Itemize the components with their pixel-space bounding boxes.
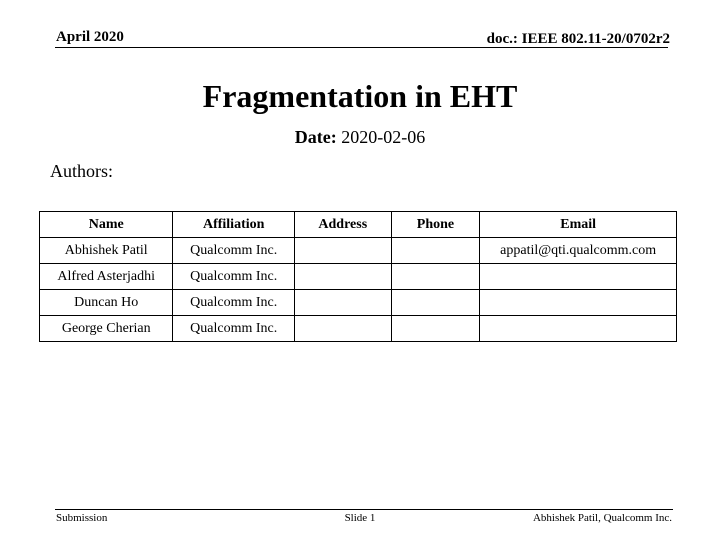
authors-label: Authors:: [50, 161, 113, 181]
table-row: [40, 316, 677, 342]
cell-name: Alfred Asterjadhi: [40, 264, 173, 290]
cell-name: Duncan Ho: [40, 290, 173, 316]
column-header-address: Address: [294, 212, 391, 238]
cell-phone: [391, 264, 480, 290]
cell-email: [480, 316, 677, 342]
cell-phone: [391, 316, 480, 342]
cell-affiliation: Qualcomm Inc.: [173, 264, 295, 290]
column-header-name: Name: [40, 212, 173, 238]
cell-affiliation: Qualcomm Inc.: [173, 238, 295, 264]
cell-phone: [391, 238, 480, 264]
cell-email: [480, 290, 677, 316]
table-row: [40, 238, 677, 264]
date-value: 2020-02-06: [341, 127, 426, 147]
column-header-email: Email: [480, 212, 677, 238]
slide-title: Fragmentation in EHT: [202, 78, 518, 114]
header-rule: [55, 47, 668, 48]
cell-address: [294, 264, 391, 290]
footer-rule: [55, 509, 673, 510]
cell-address: [294, 316, 391, 342]
column-header-phone: Phone: [391, 212, 480, 238]
cell-affiliation: Qualcomm Inc.: [173, 316, 295, 342]
cell-email: [480, 264, 677, 290]
cell-address: [294, 238, 391, 264]
cell-name: George Cherian: [40, 316, 173, 342]
footer-slide-number: Slide 1: [344, 512, 376, 524]
footer-author: Abhishek Patil, Qualcomm Inc.: [532, 512, 672, 524]
authors-table: [39, 211, 677, 342]
header-date: April 2020: [56, 29, 124, 45]
column-header-affiliation: Affiliation: [173, 212, 295, 238]
table-row: [40, 264, 677, 290]
cell-name: Abhishek Patil: [40, 238, 173, 264]
table-header-row: [40, 212, 677, 238]
footer-submission: Submission: [56, 512, 108, 524]
cell-email: appatil@qti.qualcomm.com: [480, 238, 677, 264]
cell-affiliation: Qualcomm Inc.: [173, 290, 295, 316]
header-doc-id: doc.: IEEE 802.11-20/0702r2: [486, 31, 670, 47]
cell-address: [294, 290, 391, 316]
date-label: Date:: [294, 127, 337, 147]
date-line: [0, 126, 720, 148]
table-row: [40, 290, 677, 316]
cell-phone: [391, 290, 480, 316]
